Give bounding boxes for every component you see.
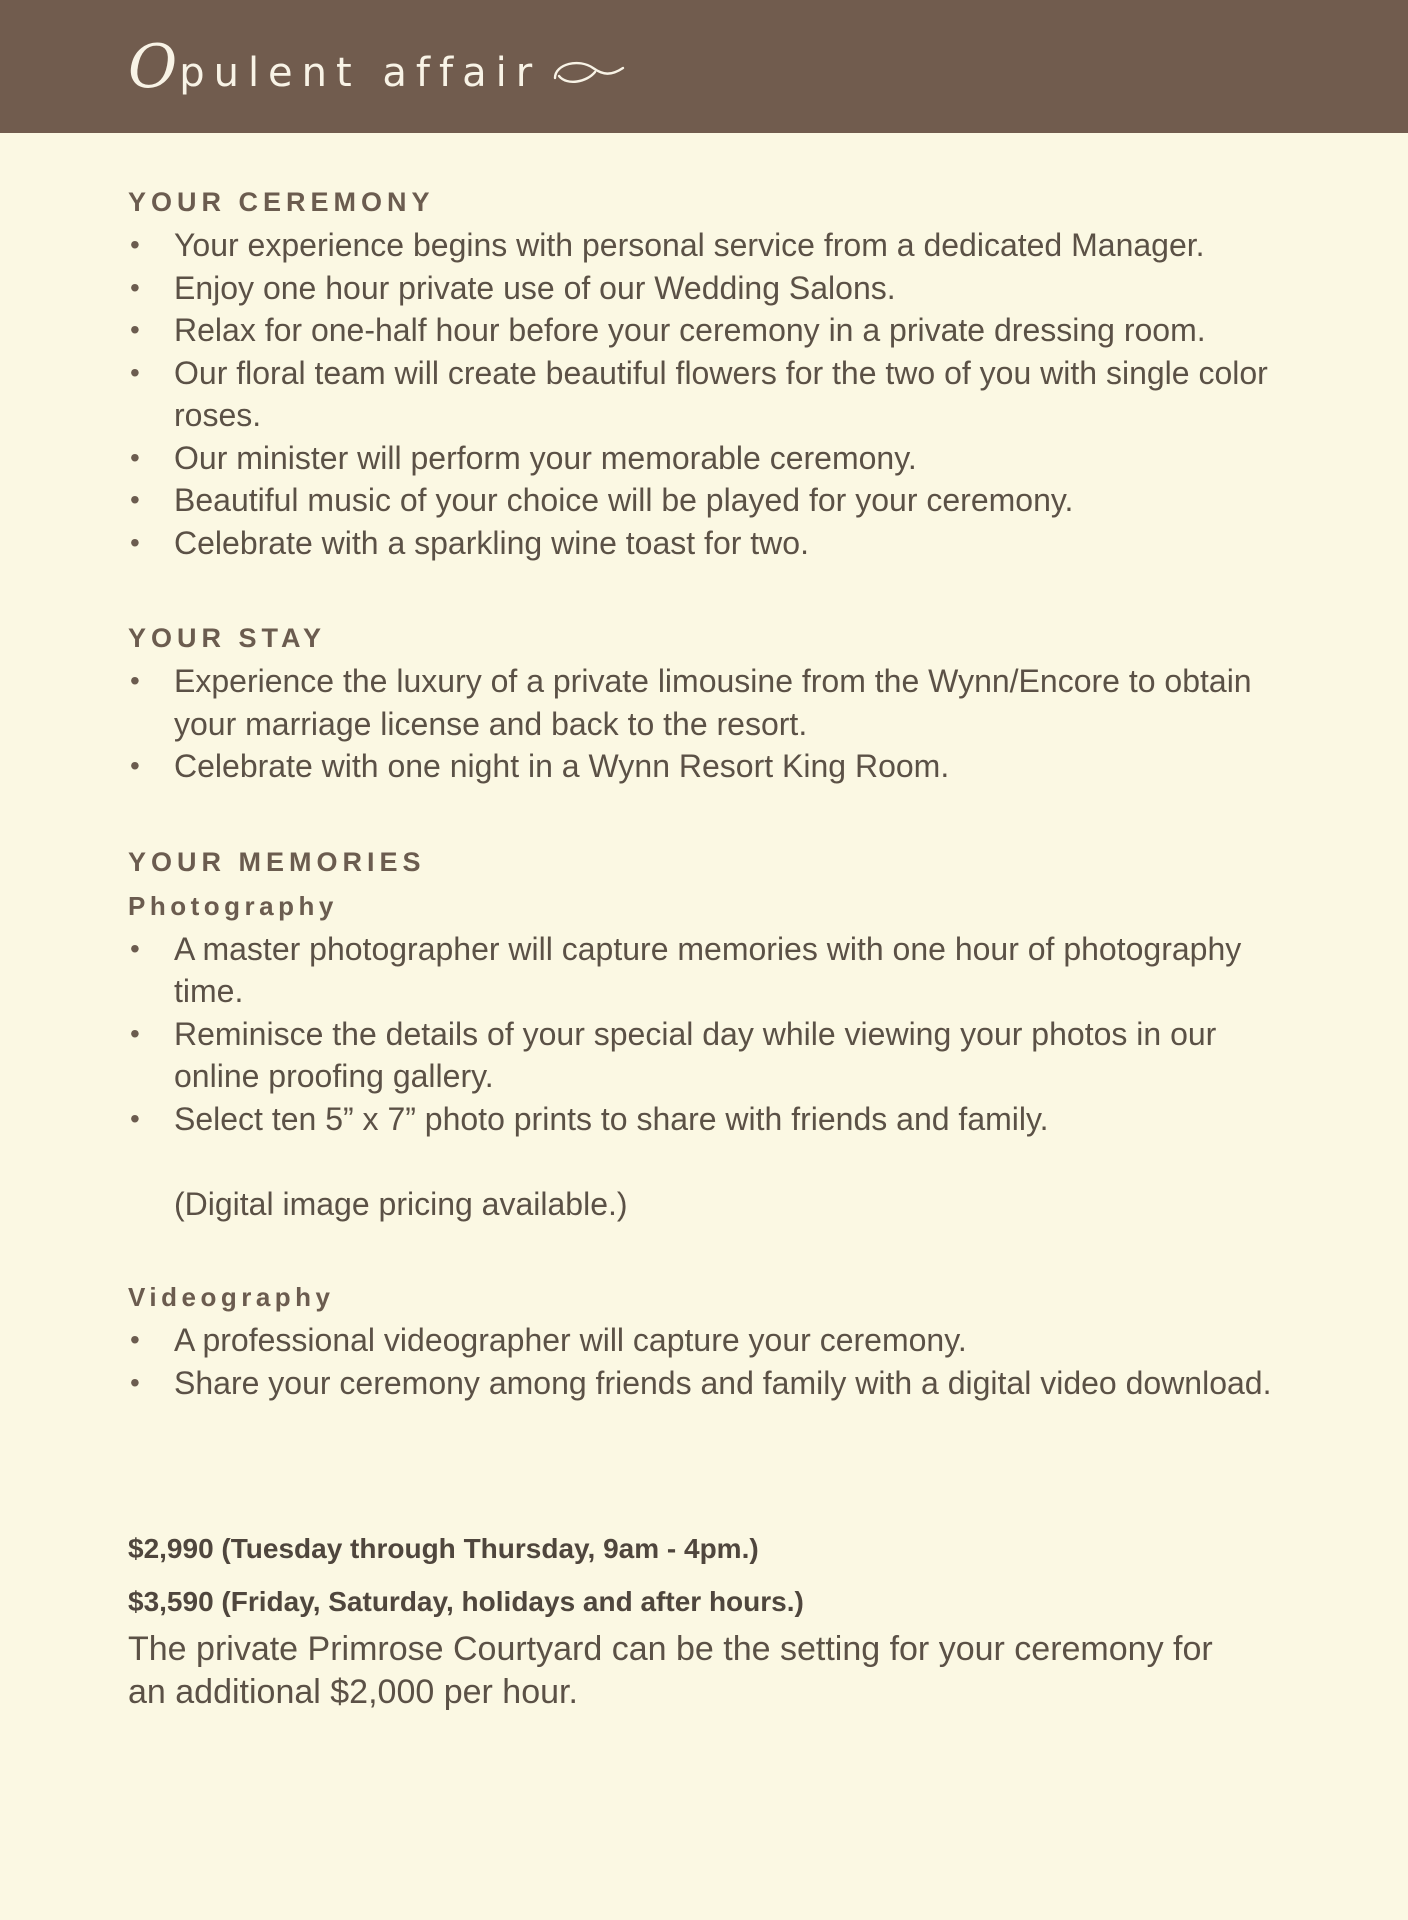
videography-heading: Videography [128, 1282, 335, 1312]
list-item: • Your experience begins with personal service from a dedicated Manager. [128, 224, 1288, 267]
list-item: • Enjoy one hour private use of our Wedding Salons. [128, 267, 1288, 310]
videography-list [128, 1319, 1288, 1404]
stay-heading: YOUR STAY [128, 623, 327, 653]
title-text: pulent affair [179, 50, 542, 96]
title-initial: O [128, 32, 178, 102]
list-item: • Beautiful music of your choice will be played for your ceremony. [128, 479, 1288, 522]
list-item: • Celebrate with one night in a Wynn Resort King Room. [128, 745, 1288, 788]
list-item: • Our floral team will create beautiful flowers for the two of you with single color roses. [128, 352, 1288, 437]
list-item: • Our minister will perform your memorable ceremony. [128, 437, 1288, 480]
weekend-price: $3,590 (Friday, Saturday, holidays and after hours.) [128, 1586, 804, 1617]
swash-ornament-icon [549, 52, 629, 92]
page-title [128, 22, 629, 112]
list-item: • A master photographer will capture memories with one hour of photography time. [128, 928, 1288, 1013]
list-item: • A professional videographer will capture your ceremony. [128, 1319, 1288, 1362]
photography-heading: Photography [128, 890, 338, 921]
ceremony-heading: YOUR CEREMONY [128, 187, 435, 217]
courtyard-note: The private Primrose Courtyard can be the setting for your ceremony for an additional $2,000 per hour. [128, 1630, 1213, 1711]
photography-list [128, 928, 1288, 1141]
list-item: • Select ten 5” x 7” photo prints to share with friends and family. [128, 1098, 1288, 1141]
header-banner [0, 0, 1408, 133]
memories-heading: YOUR MEMORIES [128, 846, 426, 877]
list-item: • Experience the luxury of a private limousine from the Wynn/Encore to obtain your marriage license and back to the resort. [128, 660, 1288, 745]
digital-pricing-note: (Digital image pricing available.) [174, 1186, 628, 1222]
main-content [128, 180, 1288, 1714]
ceremony-list [128, 224, 1288, 564]
list-item: • Celebrate with a sparkling wine toast for two. [128, 522, 1288, 565]
list-item: • Relax for one-half hour before your ceremony in a private dressing room. [128, 309, 1288, 352]
weekday-price: $2,990 (Tuesday through Thursday, 9am - 4pm.) [128, 1533, 759, 1564]
list-item: • Share your ceremony among friends and family with a digital video download. [128, 1362, 1288, 1405]
list-item: • Reminisce the details of your special day while viewing your photos in our online proofing gallery. [128, 1013, 1288, 1098]
stay-list [128, 660, 1288, 788]
